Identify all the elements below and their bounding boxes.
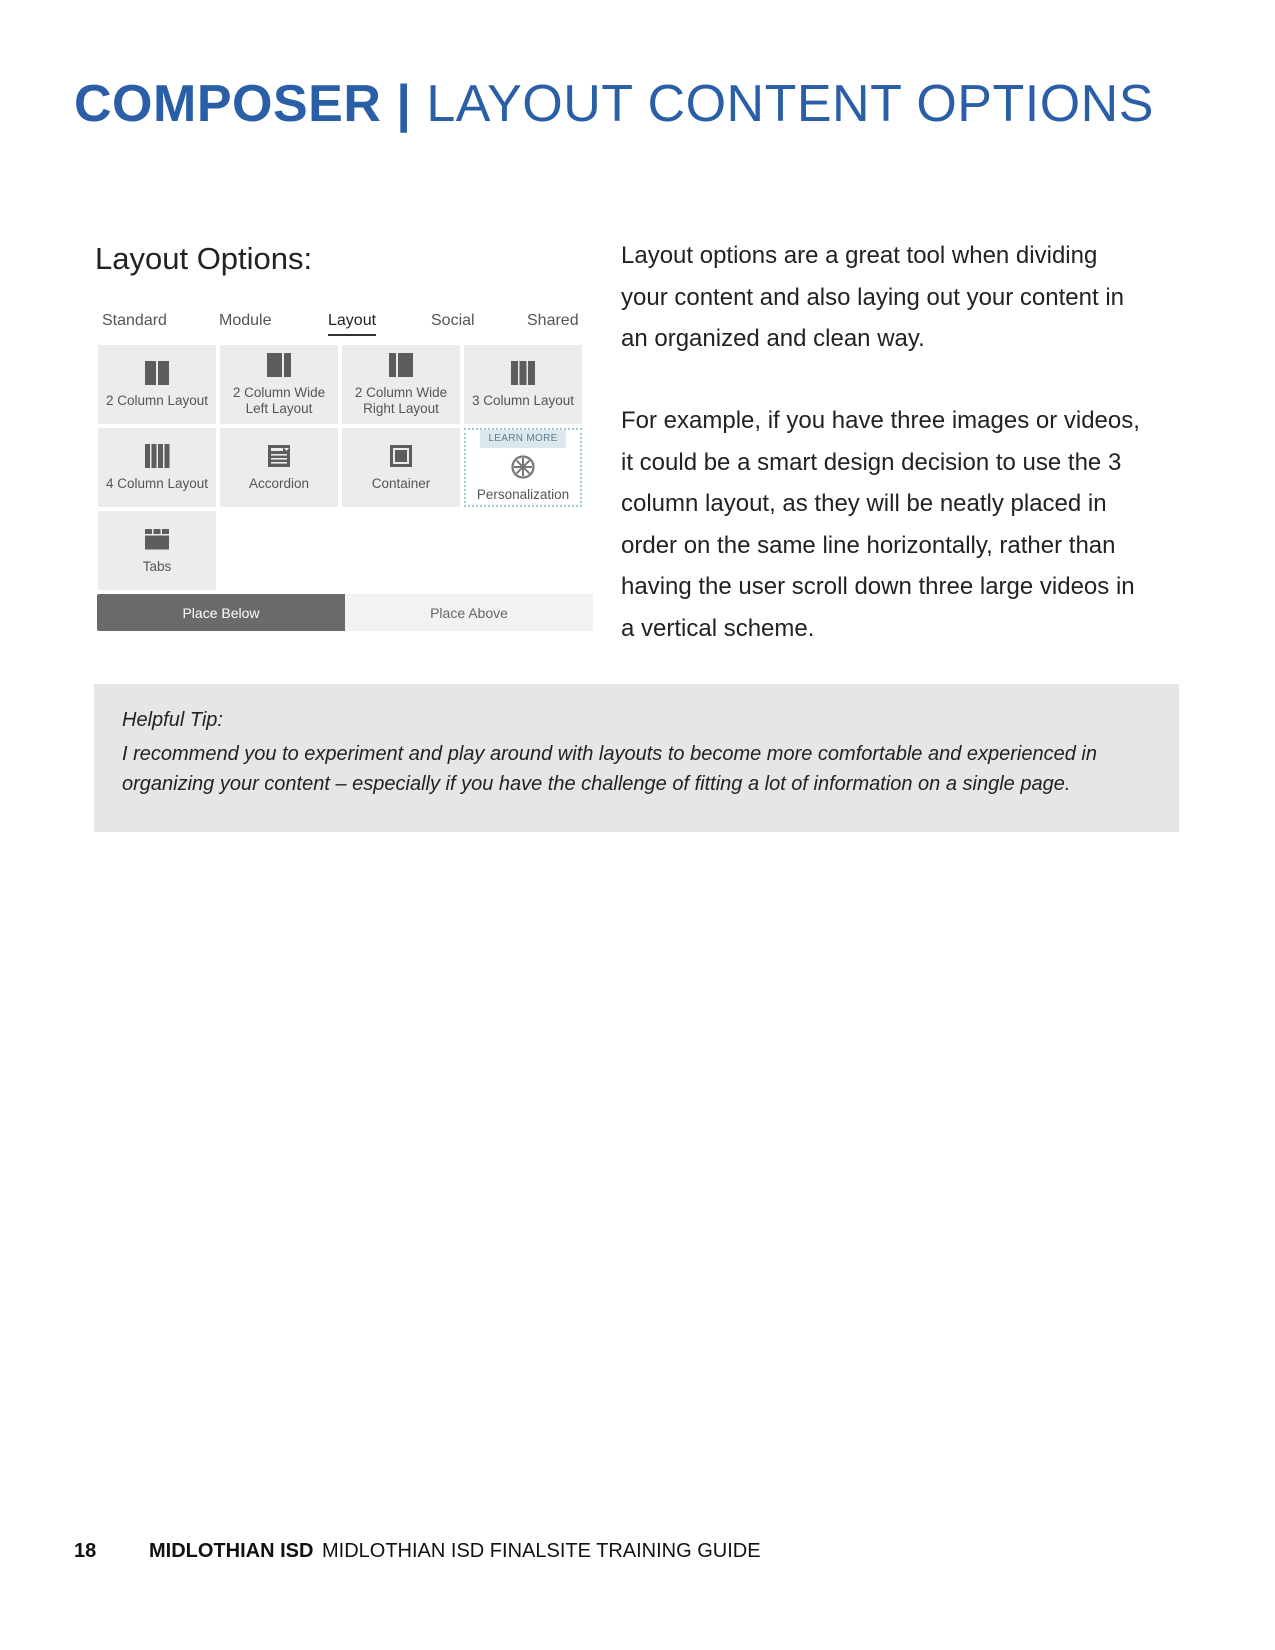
option-label: 3 Column Layout (471, 393, 575, 408)
tab-module[interactable]: Module (219, 312, 272, 329)
description-paragraph-2 (621, 400, 1181, 649)
desc-line: column layout, as they will be neatly placed in (621, 490, 1107, 517)
option-label-line2: Left Layout (245, 401, 313, 416)
two-column-wide-right-icon (388, 352, 414, 378)
option-3-column-layout[interactable] (464, 345, 582, 424)
page-number: 18 (74, 1540, 97, 1562)
option-label-line1: 2 Column Wide (354, 385, 448, 400)
tabs-icon (144, 526, 170, 552)
option-accordion[interactable] (220, 428, 338, 507)
page-title (74, 74, 1154, 134)
page-title-rest: LAYOUT CONTENT OPTIONS (426, 75, 1154, 133)
tab-social[interactable]: Social (431, 312, 475, 329)
footer-guide-title: MIDLOTHIAN ISD FINALSITE TRAINING GUIDE (322, 1540, 761, 1562)
layout-options-heading: Layout Options: (95, 241, 313, 276)
option-2-column-wide-left[interactable] (220, 345, 338, 424)
tab-layout[interactable]: Layout (328, 312, 376, 336)
tab-standard[interactable]: Standard (102, 312, 167, 329)
footer-org: MIDLOTHIAN ISD (149, 1540, 314, 1562)
option-label: 2 Column Layout (105, 393, 209, 408)
option-tabs[interactable] (98, 511, 216, 590)
desc-line: your content and also laying out your content in (621, 283, 1124, 311)
four-column-icon (144, 443, 170, 469)
learn-more-badge[interactable]: LEARN MORE (480, 430, 565, 448)
option-label-line2: Right Layout (363, 401, 439, 416)
layout-options-grid (98, 345, 584, 590)
option-label: Tabs (142, 559, 172, 574)
option-4-column-layout[interactable] (98, 428, 216, 507)
option-2-column-layout[interactable] (98, 345, 216, 424)
personalization-icon (510, 454, 536, 480)
accordion-icon (266, 443, 292, 469)
desc-line: having the user scroll down three large videos in (621, 573, 1135, 600)
three-column-icon (510, 360, 536, 386)
desc-line: a vertical scheme. (621, 614, 815, 642)
desc-line: For example, if you have three images or videos, (621, 407, 1140, 434)
option-2-column-wide-right[interactable] (342, 345, 460, 424)
desc-line: an organized and clean way. (621, 325, 925, 352)
option-label-line1: 2 Column Wide (232, 385, 326, 400)
two-column-icon (144, 360, 170, 386)
tip-title: Helpful Tip: (122, 709, 223, 731)
option-label: 4 Column Layout (105, 476, 209, 491)
place-below-button[interactable]: Place Below (97, 594, 345, 631)
option-label: Personalization (476, 487, 570, 502)
desc-line: order on the same line horizontally, rather than (621, 531, 1116, 559)
description-paragraph-1 (621, 235, 1181, 360)
option-label: Accordion (248, 476, 310, 491)
option-label: Container (371, 476, 431, 491)
tab-shared[interactable]: Shared (527, 312, 579, 329)
composer-tabs (96, 312, 591, 338)
two-column-wide-left-icon (266, 352, 292, 378)
place-above-button[interactable]: Place Above (345, 594, 593, 631)
tip-text: I recommend you to experiment and play around with layouts to become more comfortable and experienced in organizing your content – especially if you have the challenge of fitting a lot of information on a single page. (122, 743, 1097, 795)
option-personalization[interactable] (464, 428, 582, 507)
desc-line: it could be a smart design decision to use the 3 (621, 448, 1122, 476)
container-icon (388, 443, 414, 469)
page-title-bold: COMPOSER | (74, 75, 412, 133)
option-container[interactable] (342, 428, 460, 507)
helpful-tip-box (94, 684, 1179, 832)
desc-line: Layout options are a great tool when dividing (621, 242, 1098, 269)
